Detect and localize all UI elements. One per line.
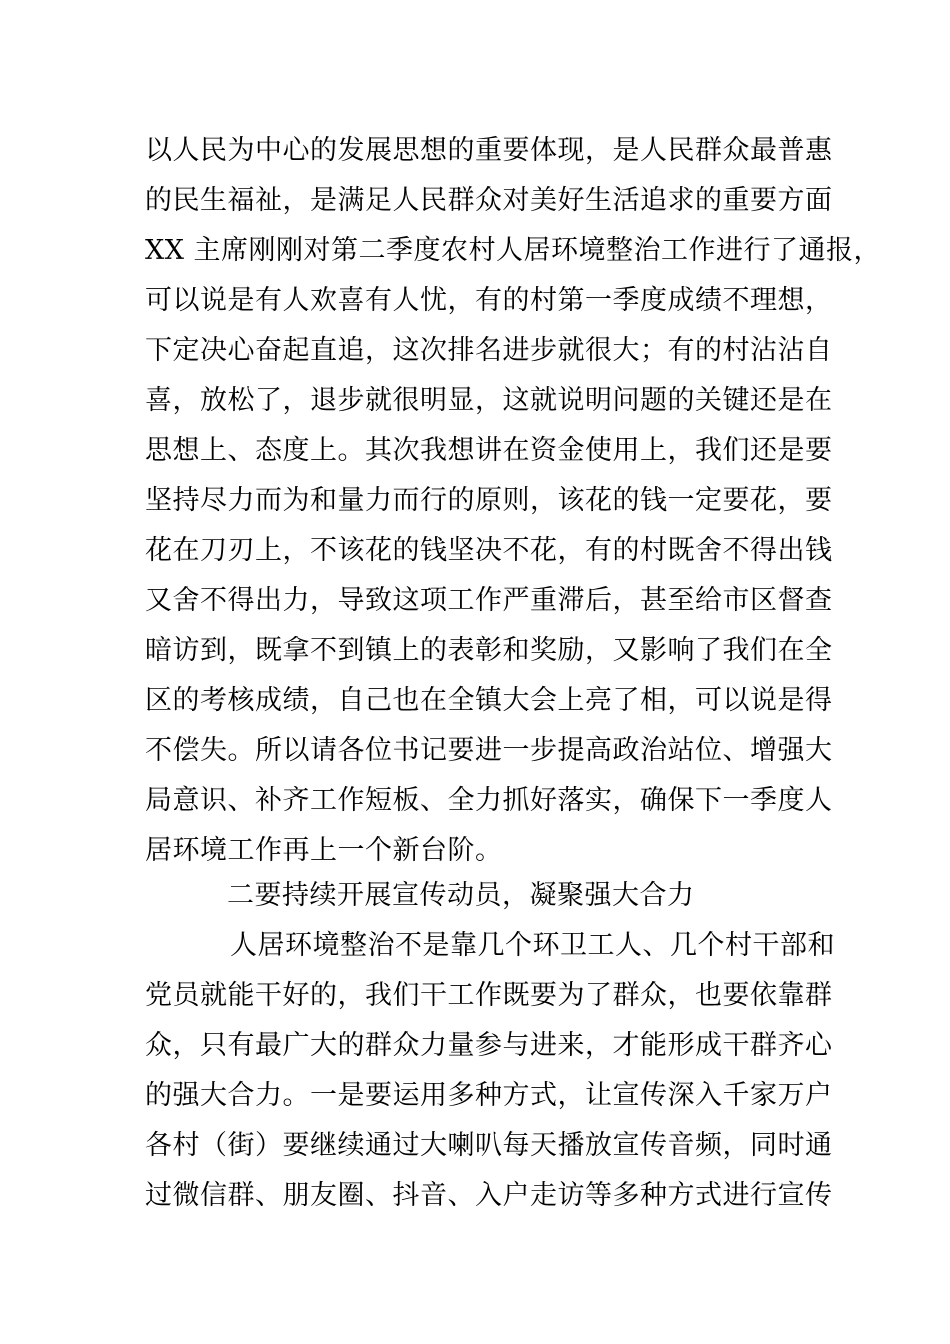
body-text-line: 各村（街）要继续通过大喇叭每天播放宣传音频，同时通 [145, 1130, 833, 1161]
body-text-line: 坚持尽力而为和量力而行的原则，该花的钱一定要花，要 [145, 485, 833, 516]
body-text-line: 党员就能干好的，我们干工作既要为了群众，也要依靠群 [145, 980, 833, 1011]
body-text-line: 下定决心奋起直追，这次排名进步就很大；有的村沾沾自 [145, 335, 833, 366]
body-text-line: 思想上、态度上。其次我想讲在资金使用上，我们还是要 [145, 435, 833, 466]
body-text-line: 又舍不得出力，导致这项工作严重滞后，甚至给市区督查 [145, 585, 833, 616]
body-text-line: 可以说是有人欢喜有人忧，有的村第一季度成绩不理想， [145, 285, 833, 316]
body-text-line: 的强大合力。一是要运用多种方式，让宣传深入千家万户 [145, 1080, 833, 1111]
body-text-line: 居环境工作再上一个新台阶。 [145, 835, 503, 866]
body-text-line: 局意识、补齐工作短板、全力抓好落实，确保下一季度人 [145, 785, 833, 816]
body-text-line: 以人民为中心的发展思想的重要体现，是人民群众最普惠 [145, 135, 833, 166]
body-text-line: 过微信群、朋友圈、抖音、入户走访等多种方式进行宣传 [145, 1180, 833, 1211]
body-text-line: 暗访到，既拿不到镇上的表彰和奖励，又影响了我们在全 [145, 635, 833, 666]
body-text-line: XX 主席刚刚对第二季度农村人居环境整治工作进行了通报， [145, 235, 882, 266]
body-text-line: 区的考核成绩，自己也在全镇大会上亮了相，可以说是得 [145, 685, 833, 716]
section-heading: 二要持续开展宣传动员，凝聚强大合力 [227, 880, 695, 911]
body-text-line: 花在刀刃上，不该花的钱坚决不花，有的村既舍不得出钱 [145, 535, 833, 566]
body-text-line: 喜，放松了，退步就很明显，这就说明问题的关键还是在 [145, 385, 833, 416]
body-text-line: 众，只有最广大的群众力量参与进来，才能形成干群齐心 [145, 1030, 833, 1061]
body-text-line: 的民生福祉，是满足人民群众对美好生活追求的重要方面 [145, 185, 833, 216]
body-text-line: 不偿失。所以请各位书记要进一步提高政治站位、增强大 [145, 735, 833, 766]
body-text-line: 人居环境整治不是靠几个环卫工人、几个村干部和 [230, 930, 835, 961]
